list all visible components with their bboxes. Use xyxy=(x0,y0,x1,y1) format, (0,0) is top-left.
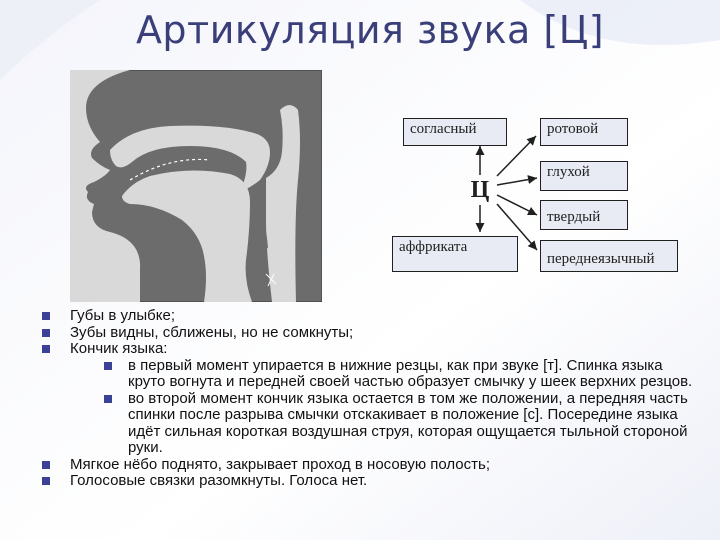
box-oral: ротовой xyxy=(540,118,628,146)
box-voiceless: глухой xyxy=(540,161,628,191)
slide-title: Артикуляция звука [Ц] xyxy=(135,8,605,52)
square-bullet-icon xyxy=(42,312,50,320)
list-item-text: Мягкое нёбо поднято, закрывает проход в носовую полость; xyxy=(70,455,490,473)
box-affricate: аффриката xyxy=(392,236,518,272)
square-bullet-icon xyxy=(104,395,112,403)
box-consonant: согласный xyxy=(403,118,507,146)
square-bullet-icon xyxy=(42,461,50,469)
square-bullet-icon xyxy=(42,345,50,353)
list-item-text: Голосовые связки разомкнуты. Голоса нет. xyxy=(70,472,368,489)
articulation-profile-figure xyxy=(70,70,322,302)
description-list xyxy=(42,308,702,490)
list-item-text: в первый момент упирается в нижние резцы, как при звуке [т]. Спинка языка круто вогнута и передней своей частью образует смычку у шеек верхних резцов. xyxy=(128,356,693,390)
list-item xyxy=(42,473,702,490)
list-item xyxy=(42,308,702,325)
square-bullet-icon xyxy=(42,477,50,485)
list-item xyxy=(42,325,702,342)
list-item xyxy=(42,457,702,474)
box-hard: твердый xyxy=(540,200,628,230)
list-item-text: Зубы видны, сближены, но не сомкнуты; xyxy=(70,323,354,341)
square-bullet-icon xyxy=(42,329,50,337)
list-item xyxy=(42,358,702,391)
list-item xyxy=(42,341,702,358)
list-item-text: Кончик языка: xyxy=(70,340,168,357)
list-item-text: во второй момент кончик языка остается в том же положении, а передняя часть спинки после разрыва смычки отскакивает в положение [с]. Посередине языка идёт сильная короткая воздушная струя, которая ощущается тыльной стороной руки. xyxy=(128,389,688,456)
articulation-description xyxy=(42,308,702,490)
square-bullet-icon xyxy=(104,362,112,370)
center-letter: Ц xyxy=(470,177,490,203)
box-front-lingual: переднеязычный xyxy=(540,240,678,272)
list-item xyxy=(42,391,702,457)
list-item-text: Губы в улыбке; xyxy=(70,307,175,324)
